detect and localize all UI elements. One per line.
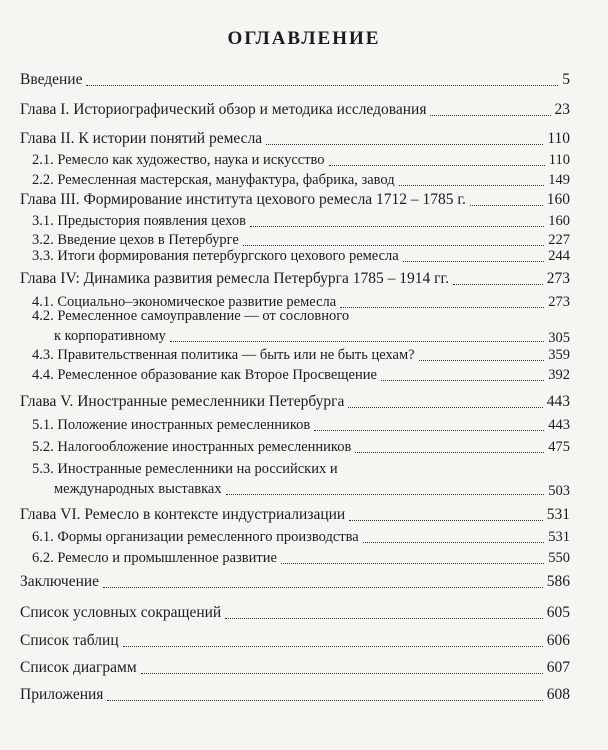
- toc-entry-label: 5.1. Положение иностранных ремесленников: [32, 417, 311, 433]
- toc-entry-label: Глава V. Иностранные ремесленники Петербурга: [20, 393, 345, 410]
- leader-dots: [250, 225, 544, 227]
- toc-entry-page: 110: [547, 130, 570, 147]
- leader-dots: [170, 340, 544, 342]
- toc-entry-label: 4.1. Социально–экономическое развитие ремесла: [32, 294, 337, 310]
- toc-entry-page: 23: [554, 101, 570, 118]
- leader-dots: [123, 645, 543, 647]
- toc-entry-label: Заключение: [20, 573, 100, 590]
- toc-entry-page: 359: [548, 347, 570, 363]
- toc-entry-page: 443: [548, 417, 570, 433]
- toc-entry-section-2-1: [32, 150, 570, 170]
- toc-entry-page: 244: [548, 248, 570, 264]
- leader-dots: [453, 283, 543, 285]
- toc-entry-page: 160: [546, 191, 570, 208]
- toc-entry-section-2-2: [32, 170, 570, 190]
- toc-entry-section-5-1: [32, 415, 570, 435]
- toc-entry-page: 110: [548, 152, 570, 168]
- toc-entry-label: Глава III. Формирование института цехового ремесла 1712 – 1785 г.: [20, 191, 466, 208]
- toc-entry-label: Глава VI. Ремесло в контексте индустриализации: [20, 506, 346, 523]
- leader-dots: [225, 617, 543, 619]
- toc-entry-page: 586: [546, 573, 570, 590]
- toc-entry-page: 531: [546, 506, 570, 523]
- toc-entry-page: 227: [548, 232, 570, 248]
- toc-entry-section-3-1: [32, 211, 570, 231]
- toc-entry-section-5-2: [32, 437, 570, 457]
- leader-dots: [103, 586, 543, 588]
- toc-entry-section-6-2: [32, 548, 570, 568]
- leader-dots: [355, 451, 544, 453]
- leader-dots: [281, 562, 544, 564]
- toc-entry-appendices: [20, 685, 570, 705]
- toc-entry-page: 606: [546, 632, 570, 649]
- toc-entry-label: Глава I. Историографический обзор и методика исследования: [20, 101, 427, 118]
- toc-entry-page: 443: [546, 393, 570, 410]
- leader-dots: [266, 143, 543, 145]
- leader-dots: [348, 406, 542, 408]
- toc-entry-tables: [20, 631, 570, 651]
- toc-entry-chapter-2: [20, 129, 570, 149]
- toc-entry-chapter-4: [20, 269, 570, 289]
- leader-dots: [86, 84, 558, 86]
- toc-entry-conclusion: [20, 572, 570, 592]
- leader-dots: [226, 493, 545, 495]
- toc-entry-section-4-4: [32, 365, 570, 385]
- leader-dots: [419, 359, 545, 361]
- toc-entry-label: 3.3. Итоги формирования петербургского цехового ремесла: [32, 248, 399, 264]
- leader-dots: [470, 204, 543, 206]
- toc-entry-page: 531: [548, 529, 570, 545]
- leader-dots: [363, 541, 545, 543]
- toc-entry-page: 273: [546, 270, 570, 287]
- toc-entry-label: 5.2. Налогообложение иностранных ремесленников: [32, 439, 352, 455]
- toc-entry-page: 475: [548, 439, 570, 455]
- toc-entry-section-5-3: [32, 459, 570, 499]
- leader-dots: [314, 429, 544, 431]
- toc-entry-label: 6.1. Формы организации ремесленного производства: [32, 529, 359, 545]
- toc-entry-page: 608: [546, 686, 570, 703]
- toc-entry-label: 5.3. Иностранные ремесленники на российских и: [32, 461, 338, 477]
- toc-entry-label: 3.1. Предыстория появления цехов: [32, 213, 246, 229]
- toc-entry-page: 605: [546, 604, 570, 621]
- toc-entry-label: 4.4. Ремесленное образование как Второе Просвещение: [32, 367, 377, 383]
- toc-entry-label-continued: международных выставках: [54, 481, 222, 497]
- leader-dots: [381, 379, 544, 381]
- leader-dots: [141, 672, 543, 674]
- toc-entry-chapter-1: [20, 100, 570, 120]
- toc-entry-page: 305: [548, 330, 570, 346]
- toc-entry-label: Список условных сокращений: [20, 604, 222, 621]
- toc-entry-chapter-6: [20, 505, 570, 525]
- toc-entry-page: 5: [562, 71, 570, 88]
- leader-dots: [107, 699, 542, 701]
- toc-entry-label: 2.1. Ремесло как художество, наука и искусство: [32, 152, 325, 168]
- toc-entry-page: 392: [548, 367, 570, 383]
- toc-entry-chapter-5: [20, 392, 570, 412]
- toc-entry-chapter-3: [20, 190, 570, 210]
- leader-dots: [430, 114, 550, 116]
- toc-entry-label-continued: к корпоративному: [54, 328, 166, 344]
- toc-entry-diagrams: [20, 658, 570, 678]
- toc-entry-page: 503: [548, 483, 570, 499]
- toc-entry-page: 550: [548, 550, 570, 566]
- toc-entry-page: 149: [548, 172, 570, 188]
- page-title: ОГЛАВЛЕНИЕ: [227, 28, 381, 49]
- toc-entry-label: Приложения: [20, 686, 104, 703]
- toc-entry-label: Глава II. К истории понятий ремесла: [20, 130, 263, 147]
- leader-dots: [329, 164, 545, 166]
- toc-entry-label: Список таблиц: [20, 632, 119, 649]
- toc-entry-page: 160: [548, 213, 570, 229]
- toc-entry-label: 3.2. Введение цехов в Петербурге: [32, 232, 239, 248]
- toc-entry-introduction: [20, 70, 570, 90]
- toc-entry-label: 4.3. Правительственная политика — быть или не быть цехам?: [32, 347, 415, 363]
- leader-dots: [399, 184, 545, 186]
- toc-entry-label: 6.2. Ремесло и промышленное развитие: [32, 550, 277, 566]
- toc-entry-page: 273: [548, 294, 570, 310]
- toc-entry-label: 2.2. Ремесленная мастерская, мануфактура, фабрика, завод: [32, 172, 395, 188]
- toc-entry-label: Глава IV: Динамика развития ремесла Петербурга 1785 – 1914 гг.: [20, 270, 449, 287]
- toc-entry-label: Список диаграмм: [20, 659, 137, 676]
- toc-entry-section-4-2: [32, 306, 570, 346]
- leader-dots: [403, 260, 545, 262]
- toc-entry-label: Введение: [20, 71, 83, 88]
- toc-entry-section-4-3: [32, 345, 570, 365]
- toc-entry-abbreviations: [20, 603, 570, 623]
- toc-entry-page: 607: [546, 659, 570, 676]
- toc-entry-label: 4.2. Ремесленное самоуправление — от сословного: [32, 308, 350, 324]
- toc-entry-section-6-1: [32, 527, 570, 547]
- toc-entry-section-3-3: [32, 246, 570, 266]
- leader-dots: [349, 519, 543, 521]
